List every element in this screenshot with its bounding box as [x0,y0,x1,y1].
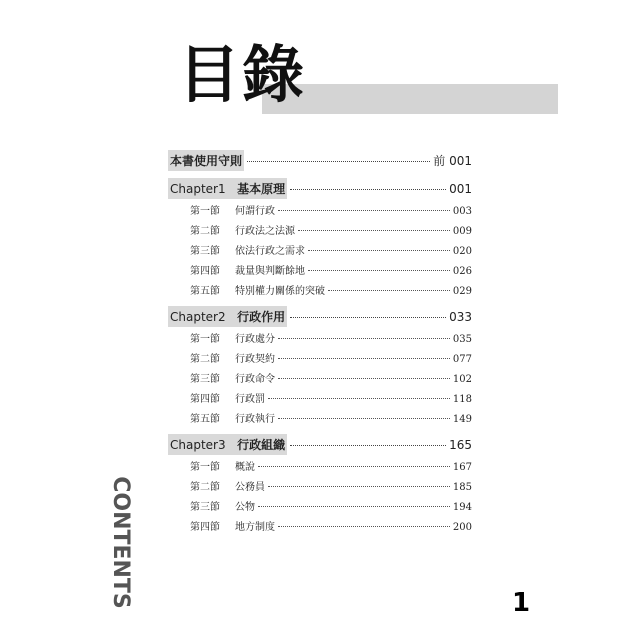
section-title: 何謂行政 [235,206,275,217]
toc-section[interactable]: 第四節 地方制度 200 [190,518,472,533]
section-title: 裁量與判斷餘地 [235,266,305,277]
toc-section[interactable]: 第一節 何謂行政 003 [190,202,472,217]
toc-section[interactable]: 第二節 行政契約 077 [190,350,472,365]
toc-section[interactable]: 第三節 依法行政之需求 020 [190,242,472,257]
dot-leader [247,161,430,162]
section-title: 行政執行 [235,414,275,425]
toc-chapter-1[interactable] [168,178,472,200]
toc-section[interactable]: 第一節 概說 167 [190,458,472,473]
section-page: 026 [452,266,472,277]
section-title: 公物 [235,502,255,513]
chapter-label: Chapter3 行政組織 [168,434,287,455]
section-page: 167 [452,462,472,473]
section-title: 行政法之法源 [235,226,295,237]
toc-section[interactable]: 第二節 公務員 185 [190,478,472,493]
toc-section[interactable]: 第五節 特別權力關係的突破 029 [190,282,472,297]
toc-chapter-2[interactable] [168,306,472,328]
section-title: 特別權力關係的突破 [235,286,325,297]
toc-section[interactable]: 第四節 裁量與判斷餘地 026 [190,262,472,277]
toc-section[interactable]: 第三節 行政命令 102 [190,370,472,385]
toc-section[interactable]: 第四節 行政罰 118 [190,390,472,405]
chapter-page: 001 [449,182,472,196]
section-title: 地方制度 [235,522,275,533]
section-page: 200 [452,522,472,533]
section-page: 003 [452,206,472,217]
chapter-label: Chapter1 基本原理 [168,178,287,199]
chapter-page: 165 [449,438,472,452]
page-title: 目錄 [178,38,307,111]
toc-entry-intro[interactable] [168,150,472,172]
dot-leader [290,189,446,190]
toc-section[interactable]: 第一節 行政處分 035 [190,330,472,345]
section-title: 行政處分 [235,334,275,345]
section-page: 029 [452,286,472,297]
chapter-page: 033 [449,310,472,324]
contents-sidebar-label: CONTENTS [107,475,133,609]
toc-section[interactable]: 第二節 行政法之法源 009 [190,222,472,237]
toc-chapter-3[interactable] [168,434,472,456]
section-page: 009 [452,226,472,237]
toc-intro-label: 本書使用守則 [168,150,244,171]
section-title: 概說 [235,462,255,473]
dot-leader [290,317,446,318]
section-page: 035 [452,334,472,345]
section-title: 行政罰 [235,394,265,405]
toc-section[interactable]: 第五節 行政執行 149 [190,410,472,425]
section-title: 依法行政之需求 [235,246,305,257]
toc-intro-page: 前 001 [433,154,472,168]
section-page: 102 [452,374,472,385]
chapter-label: Chapter2 行政作用 [168,306,287,327]
dot-leader [290,445,446,446]
toc-section[interactable]: 第三節 公物 194 [190,498,472,513]
section-page: 020 [452,246,472,257]
section-page: 077 [452,354,472,365]
section-page: 149 [452,414,472,425]
section-page: 185 [452,482,472,493]
section-title: 行政契約 [235,354,275,365]
section-page: 194 [452,502,472,513]
page-number: 1 [512,588,531,618]
section-page: 118 [452,394,472,405]
section-title: 公務員 [235,482,265,493]
section-title: 行政命令 [235,374,275,385]
